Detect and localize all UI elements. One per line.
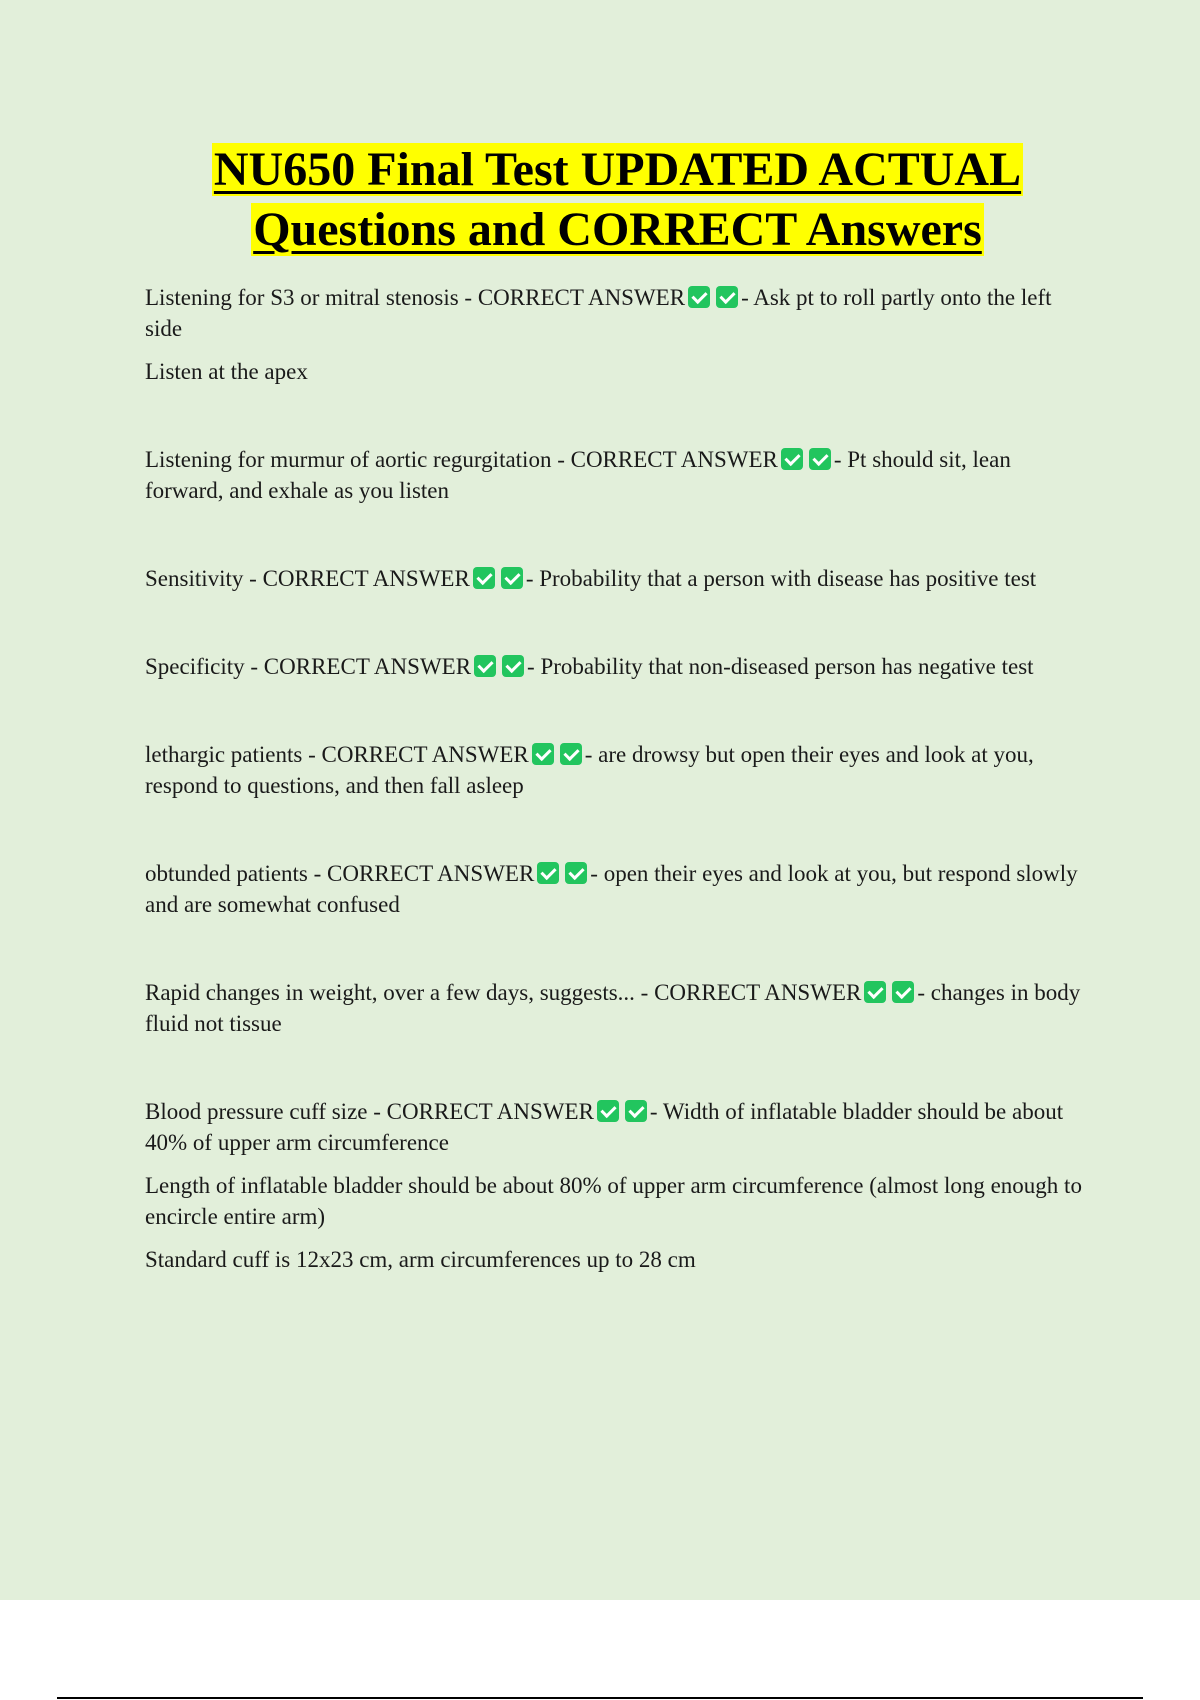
qa-question-line [145,977,1090,1039]
qa-answer: - open their eyes and look at you, but respond slowly and are somewhat confused [145,861,1078,917]
title-line-2: Questions and CORRECT Answers [253,203,982,256]
qa-answer: - Pt should sit, lean forward, and exhale as you listen [145,447,1011,503]
qa-term: Specificity - [145,654,264,679]
check-box-icon [688,286,710,308]
qa-item [145,1096,1090,1275]
qa-answer: - Width of inflatable bladder should be about 40% of upper arm circumference [145,1099,1064,1155]
qa-list [145,282,1090,1275]
check-box-icon [625,1100,647,1122]
qa-question-line [145,1096,1090,1158]
qa-answer: - are drowsy but open their eyes and look at you, respond to questions, and then fall asleep [145,742,1034,798]
check-box-icon [892,981,914,1003]
qa-item [145,858,1090,920]
check-box-icon [502,655,524,677]
qa-extra-line: Length of inflatable bladder should be about 80% of upper arm circumference (almost long enough to encircle entire arm) [145,1173,1082,1229]
check-box-icon [809,448,831,470]
document-title [145,140,1090,260]
footer-divider [57,1697,1143,1699]
qa-question-line [145,858,1090,920]
check-box-icon [864,981,886,1003]
qa-term: obtunded patients - [145,861,328,886]
correct-answer-label: CORRECT ANSWER [386,1099,594,1124]
qa-term: Rapid changes in weight, over a few days, suggests... - [145,980,655,1005]
correct-answer-label: CORRECT ANSWER [477,285,686,310]
check-box-icon [565,862,587,884]
correct-answer-label: CORRECT ANSWER [570,447,778,472]
qa-question-line [145,444,1090,506]
qa-extra-line: Listen at the apex [145,359,308,384]
check-box-icon [560,743,582,765]
correct-answer-label: CORRECT ANSWER [262,566,470,591]
qa-answer: - Probability that non-diseased person has negative test [527,654,1034,679]
check-box-icon [532,743,554,765]
check-box-icon [473,567,495,589]
qa-question-line [145,739,1090,801]
qa-term: Sensitivity - [145,566,263,591]
qa-answer: - Probability that a person with disease has positive test [525,566,1037,591]
qa-item [145,563,1090,594]
check-box-icon [781,448,803,470]
qa-item [145,444,1090,506]
qa-extra-line: Standard cuff is 12x23 cm, arm circumferences up to 28 cm [145,1247,696,1272]
qa-item [145,977,1090,1039]
check-box-icon [474,655,496,677]
qa-question-line [145,282,1090,344]
qa-answer: - Ask pt to roll partly onto the left side [145,285,1052,341]
correct-answer-label: CORRECT ANSWER [327,861,535,886]
document-content [145,140,1090,1332]
check-box-icon [597,1100,619,1122]
qa-question-line [145,651,1090,682]
qa-term: lethargic patients - [145,742,322,767]
qa-item [145,282,1090,387]
check-box-icon [716,286,738,308]
qa-item [145,651,1090,682]
qa-term: Listening for murmur of aortic regurgitation - [145,447,571,472]
title-line-1: NU650 Final Test UPDATED ACTUAL [213,143,1022,196]
qa-answer: - changes in body fluid not tissue [145,980,1081,1036]
qa-question-line [145,563,1090,594]
correct-answer-label: CORRECT ANSWER [654,980,862,1005]
qa-term: Listening for S3 or mitral stenosis - [145,285,478,310]
qa-item [145,739,1090,801]
correct-answer-label: CORRECT ANSWER [321,742,529,767]
correct-answer-label: CORRECT ANSWER [263,654,472,679]
check-box-icon [537,862,559,884]
qa-term: Blood pressure cuff size - [145,1099,387,1124]
check-box-icon [501,567,523,589]
